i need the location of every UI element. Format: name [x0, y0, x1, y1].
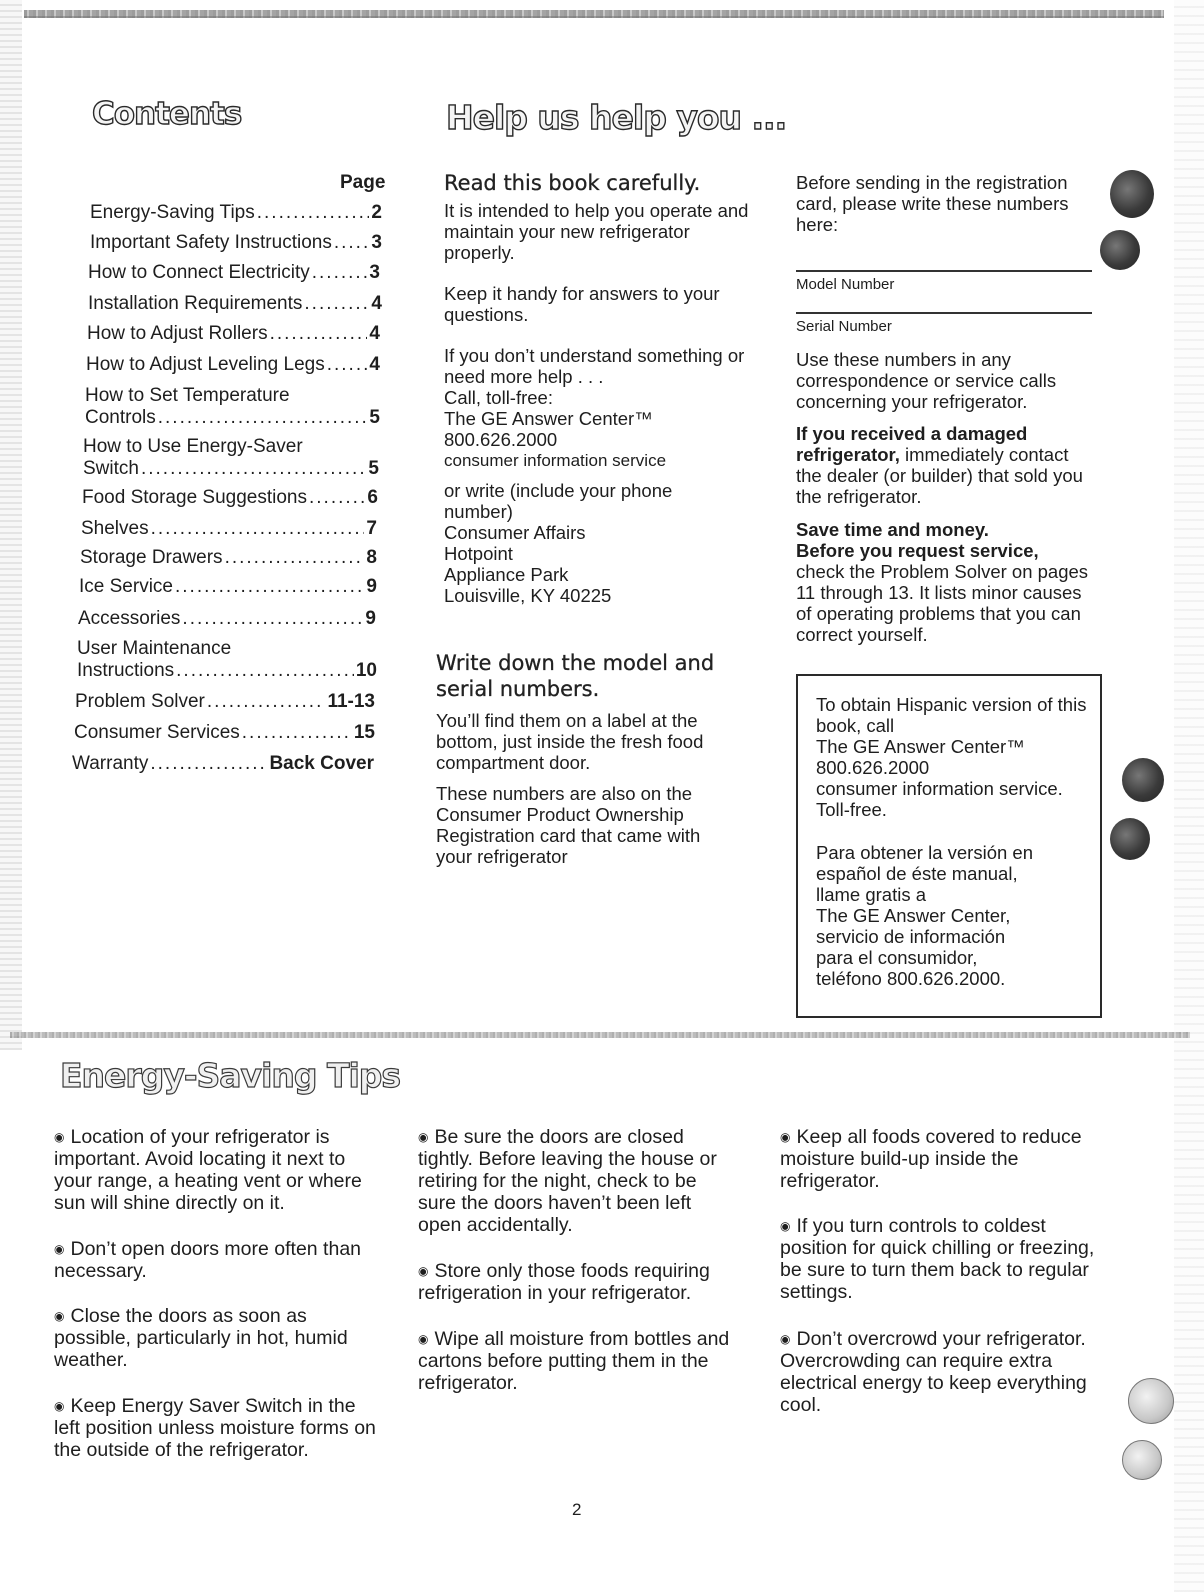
- bullet-icon: ◉: [780, 1130, 791, 1144]
- energy-tip: [780, 1126, 1105, 1192]
- toc-entry-label: Ice Service: [79, 576, 173, 597]
- toc-entry: [83, 436, 379, 480]
- bullet-icon: ◉: [54, 1242, 65, 1256]
- damaged-bold: If you received a damaged refrigerator,: [796, 423, 1028, 465]
- save-rest: check the Problem Solver on pages 11 through 13. It lists minor causes of operating problems that you can correct yourself.: [796, 561, 1089, 645]
- toc-entry-page: 11-13: [327, 691, 375, 712]
- page-number: 2: [572, 1500, 582, 1519]
- energy-tip: [54, 1126, 384, 1214]
- energy-tip: [418, 1126, 738, 1236]
- energy-tip-text: Don’t open doors more often than necessary.: [54, 1238, 362, 1282]
- toc-leader-dots: [176, 660, 354, 682]
- bullet-icon: ◉: [418, 1332, 429, 1346]
- toc-entry-label-cont: Controls: [85, 407, 156, 428]
- toc-entry-page: 3: [371, 232, 382, 253]
- contents-title: Contents: [92, 96, 242, 132]
- toc-entry-page: Back Cover: [269, 753, 374, 774]
- serial-number-line: [796, 312, 1092, 314]
- toc-entry-label: How to Adjust Leveling Legs: [86, 354, 325, 375]
- damaged-notice: [796, 423, 1092, 507]
- section-divider: [10, 1032, 1190, 1038]
- energy-tip: [780, 1328, 1105, 1416]
- hispanic-en: To obtain Hispanic version of this book, call: [816, 694, 1087, 736]
- toc-leader-dots: [175, 576, 364, 598]
- toc-entry-page: 4: [369, 354, 380, 375]
- hispanic-es-service: servicio de información para el consumidor,: [816, 926, 1006, 968]
- toc-entry: [90, 232, 382, 254]
- use-numbers: Use these numbers in any correspondence or service calls concerning your refrigerator.: [796, 349, 1057, 412]
- toc-entry-label: Installation Requirements: [88, 293, 303, 314]
- toc-entry: [86, 354, 380, 376]
- bullet-icon: ◉: [54, 1399, 65, 1413]
- toc-entry-page: 9: [366, 576, 377, 597]
- toc-leader-dots: [151, 518, 365, 540]
- toc-entry-page: 4: [371, 293, 382, 314]
- top-divider-thin: [24, 16, 1164, 18]
- bullet-icon: ◉: [418, 1130, 429, 1144]
- address-line-2: Hotpoint: [444, 543, 513, 564]
- energy-tip-text: Store only those foods requiring refrigeration in your refrigerator.: [418, 1260, 710, 1304]
- save-time-heading: Save time and money.: [796, 519, 989, 540]
- toc-entry-page: 4: [369, 323, 380, 344]
- toc-entry-label: How to Connect Electricity: [88, 262, 310, 283]
- before-sending: Before sending in the registration card, please write these numbers here:: [796, 172, 1069, 235]
- energy-tip: [54, 1238, 384, 1282]
- read-paragraph-1: It is intended to help you operate and maintain your new refrigerator properly.: [444, 200, 749, 263]
- energy-tip-text: Keep all foods covered to reduce moisture build-up inside the refrigerator.: [780, 1126, 1082, 1192]
- toc-entry-label: Consumer Services: [74, 722, 240, 743]
- toc-entry-label: How to Adjust Rollers: [87, 323, 268, 344]
- bullet-icon: ◉: [418, 1264, 429, 1278]
- hispanic-box-text: [816, 694, 1091, 989]
- address-line-3: Appliance Park: [444, 564, 569, 585]
- call-line: Call, toll-free:: [444, 387, 553, 408]
- toc-entry-page: 7: [366, 518, 377, 539]
- bullet-icon: ◉: [54, 1130, 65, 1144]
- write-line: or write (include your phone number): [444, 480, 673, 522]
- model-number-label: Model Number: [796, 276, 895, 293]
- toc-entry-label: Storage Drawers: [80, 547, 223, 568]
- damaged-text: immediately contact the dealer (or builder) that sold you the refrigerator.: [796, 444, 1083, 507]
- toc-leader-dots: [182, 608, 363, 630]
- toc-leader-dots: [309, 487, 365, 509]
- toc-entry: [90, 202, 382, 224]
- toc-entry: [88, 293, 382, 315]
- address-line-1: Consumer Affairs: [444, 522, 586, 543]
- binder-hole-3: [1122, 758, 1164, 802]
- binder-hole-6: [1122, 1440, 1162, 1480]
- toc-leader-dots: [257, 202, 370, 224]
- energy-tip-text: Wipe all moisture from bottles and cartons before putting them in the refrigerator.: [418, 1328, 730, 1394]
- hispanic-service: consumer information service.: [816, 778, 1063, 799]
- energy-tip-text: Don’t overcrowd your refrigerator. Overcrowding can require extra electrical energy to keep everything cool.: [780, 1328, 1087, 1416]
- toc-entry-page: 10: [355, 660, 377, 681]
- energy-tip-text: If you turn controls to coldest position for quick chilling or freezing, be sure to turn them back to regular settings.: [780, 1215, 1095, 1303]
- scan-edge-left: [0, 0, 22, 1050]
- toc-entry-page: 6: [367, 487, 378, 508]
- toc-leader-dots: [334, 232, 370, 254]
- energy-tips-title: Energy-Saving Tips: [60, 1056, 401, 1095]
- energy-tip: [54, 1305, 384, 1371]
- toc-entry-page: 9: [365, 608, 376, 629]
- energy-tip: [780, 1215, 1105, 1303]
- toc-entry-label: User Maintenance: [77, 638, 232, 659]
- energy-tip-text: Close the doors as soon as possible, particularly in hot, humid weather.: [54, 1305, 348, 1371]
- toc-leader-dots: [242, 722, 352, 744]
- toc-entry-label-cont: Switch: [83, 458, 139, 479]
- save-bold: Before you request service,: [796, 540, 1039, 561]
- energy-tip-text: Keep Energy Saver Switch in the left position unless moisture forms on the outside of the refrigerator.: [54, 1395, 376, 1461]
- toc-entry-page: 8: [366, 547, 377, 568]
- toc-leader-dots: [158, 407, 368, 429]
- write-paragraph-1: You’ll find them on a label at the bottom, just inside the fresh food compartment door.: [436, 710, 704, 773]
- service-line: consumer information service: [444, 451, 667, 470]
- toc-leader-dots: [150, 753, 267, 775]
- write-heading: Write down the model and serial numbers.: [436, 651, 715, 701]
- hispanic-phone: 800.626.2000: [816, 757, 930, 778]
- toc-entry: [81, 518, 377, 540]
- write-down-section: [436, 650, 736, 867]
- toc-entry: [72, 753, 374, 775]
- scan-edge-right: [1174, 0, 1204, 1592]
- toc-entry: [78, 608, 376, 630]
- binder-hole-1: [1110, 170, 1154, 218]
- toc-entry-label: Food Storage Suggestions: [82, 487, 307, 508]
- toc-leader-dots: [327, 354, 368, 376]
- toc-entry-label-cont: Instructions: [77, 660, 175, 681]
- write-paragraph-2: These numbers are also on the Consumer Product Ownership Registration card that came with your refrigerator: [436, 783, 701, 867]
- toc-entry: [77, 638, 377, 682]
- bullet-icon: ◉: [54, 1309, 65, 1323]
- toc-entry: [85, 385, 380, 429]
- toc-entry: [82, 487, 378, 509]
- serial-number-label: Serial Number: [796, 318, 892, 335]
- toc-entry: [79, 576, 377, 598]
- toc-entry-page: 5: [368, 458, 379, 479]
- toc-leader-dots: [312, 262, 368, 284]
- energy-tip: [54, 1395, 384, 1461]
- read-heading: Read this book carefully.: [444, 171, 701, 195]
- binder-hole-2: [1100, 230, 1140, 270]
- toc-entry: [87, 323, 380, 345]
- hispanic-center: The GE Answer Center™: [816, 736, 1025, 757]
- toc-entry-label: Problem Solver: [75, 691, 205, 712]
- toc-leader-dots: [270, 323, 368, 345]
- toc-entry: [80, 547, 377, 569]
- hispanic-es: Para obtener la versión en español de éste manual, llame gratis a: [816, 842, 1033, 905]
- answer-center-phone: 800.626.2000: [444, 429, 558, 450]
- toc-entry: [74, 722, 375, 744]
- energy-tip-text: Location of your refrigerator is important. Avoid locating it next to your range, a heating vent or where sun will shine directly on it.: [54, 1126, 362, 1214]
- bullet-icon: ◉: [780, 1332, 791, 1346]
- toc-entry-page: 3: [369, 262, 380, 283]
- binder-hole-5: [1128, 1378, 1174, 1424]
- toc-page-header: Page: [340, 172, 386, 193]
- answer-center: The GE Answer Center™: [444, 408, 653, 429]
- toc-entry-page: 5: [369, 407, 380, 428]
- read-paragraph-3: If you don’t understand something or need more help . . .: [444, 345, 745, 387]
- bullet-icon: ◉: [780, 1219, 791, 1233]
- hispanic-es-phone: teléfono 800.626.2000.: [816, 968, 1006, 989]
- address-line-4: Louisville, KY 40225: [444, 585, 612, 606]
- toc-entry: [88, 262, 380, 284]
- read-paragraph-2: Keep it handy for answers to your questions.: [444, 283, 720, 325]
- toc-entry-label: Warranty: [72, 753, 149, 774]
- toc-entry-label: Energy-Saving Tips: [90, 202, 255, 223]
- toc-leader-dots: [207, 691, 326, 713]
- toc-leader-dots: [304, 293, 369, 315]
- toc-entry-label: How to Use Energy-Saver: [83, 436, 303, 457]
- hispanic-version-box: [796, 674, 1102, 1018]
- save-time-text: [796, 540, 1092, 645]
- toc-entry-label: How to Set Temperature: [85, 385, 290, 406]
- help-column-2: [796, 172, 1088, 235]
- hispanic-toll: Toll-free.: [816, 799, 887, 820]
- toc-entry-page: 2: [371, 202, 382, 223]
- help-column-1: [444, 170, 764, 606]
- toc-entry-label: Important Safety Instructions: [90, 232, 332, 253]
- hispanic-es-center: The GE Answer Center,: [816, 905, 1011, 926]
- energy-tip: [418, 1260, 738, 1304]
- toc-entry: [75, 691, 375, 713]
- model-number-line: [796, 270, 1092, 272]
- energy-tip: [418, 1328, 738, 1394]
- toc-entry-label: Accessories: [78, 608, 181, 629]
- toc-leader-dots: [141, 458, 366, 480]
- help-column-2-lower: [796, 349, 1092, 645]
- help-title: Help us help you ...: [446, 98, 787, 137]
- energy-tip-text: Be sure the doors are closed tightly. Before leaving the house or retiring for the night, check to be sure the doors haven’t been left open accidentally.: [418, 1126, 717, 1236]
- toc-leader-dots: [225, 547, 365, 569]
- toc-entry-page: 15: [353, 722, 375, 743]
- toc-entry-label: Shelves: [81, 518, 149, 539]
- binder-hole-4: [1110, 818, 1150, 860]
